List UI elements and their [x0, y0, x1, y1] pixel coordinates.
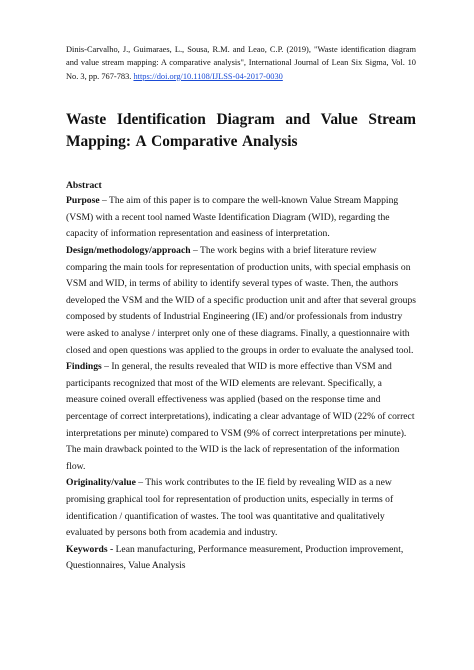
- findings-label: Findings: [66, 361, 102, 373]
- abstract-heading: Abstract: [66, 180, 102, 192]
- abstract-originality: [66, 475, 416, 541]
- findings-text: – In general, the results revealed that WID is more effective than VSM and participants recognized that most of the WID elements are relevant. Specifically, a measure coined overall effectiveness was applied (based on the response time and percentage of correct interpretations), indicating a clear advantage of WID (22% of correct interpretations per minute) compared to VSM (9% of correct interpretations per minute). The main drawback pointed to the WID is the lack of representation of the information flow.: [66, 361, 415, 472]
- originality-text: – This work contributes to the IE field by revealing WID as a new promising graphical tool for representation of production units, especially in terms of identification / quantification of wastes. The tool was quantitative and qualitatively evaluated by persons both from academia and industry.: [66, 477, 394, 539]
- abstract-purpose: [66, 193, 416, 243]
- design-text: – The work begins with a brief literature review comparing the main tools for representation of production units, with special emphasis on VSM and WID, in terms of ability to identify several types of waste. Then, the authors developed the VSM and the WID of a specific production unit and after that several groups composed by students of Industrial Engineering (IE) and/or professionals from industry were asked to analyse / interpret only one of these diagrams. Finally, a questionnaire with closed and open questions was applied to the groups in order to evaluate the analysed tool.: [66, 245, 416, 356]
- paper-title: Waste Identification Diagram and Value Stream Mapping: A Comparative Analysis: [66, 111, 416, 151]
- purpose-label: Purpose: [66, 195, 100, 207]
- doi-link[interactable]: https://doi.org/10.1108/IJLSS-04-2017-0030: [133, 71, 283, 81]
- abstract-findings: [66, 359, 416, 475]
- abstract-keywords: [66, 542, 416, 575]
- citation: [66, 43, 416, 83]
- design-label: Design/methodology/approach: [66, 245, 191, 256]
- keywords-text: Lean manufacturing, Performance measurement, Production improvement, Questionnaires, Value Analysis: [66, 543, 404, 572]
- abstract-design: [66, 243, 416, 359]
- keywords-label: Keywords -: [66, 543, 114, 555]
- paper-page: [66, 43, 416, 575]
- citation-text: Dinis-Carvalho, J., Guimaraes, L., Sousa, R.M. and Leao, C.P. (2019), "Waste identification diagram and value stream mapping: A comparative analysis", International Journal of Lean Six Sigma, Vol. 10 No. 3, pp. 767-783.: [66, 45, 416, 81]
- originality-label: Originality/value: [66, 477, 136, 489]
- purpose-text: – The aim of this paper is to compare the well-known Value Stream Mapping (VSM) with a recent tool named Waste Identification Diagram (WID), regarding the capacity of information representation and easiness of interpretation.: [66, 195, 399, 240]
